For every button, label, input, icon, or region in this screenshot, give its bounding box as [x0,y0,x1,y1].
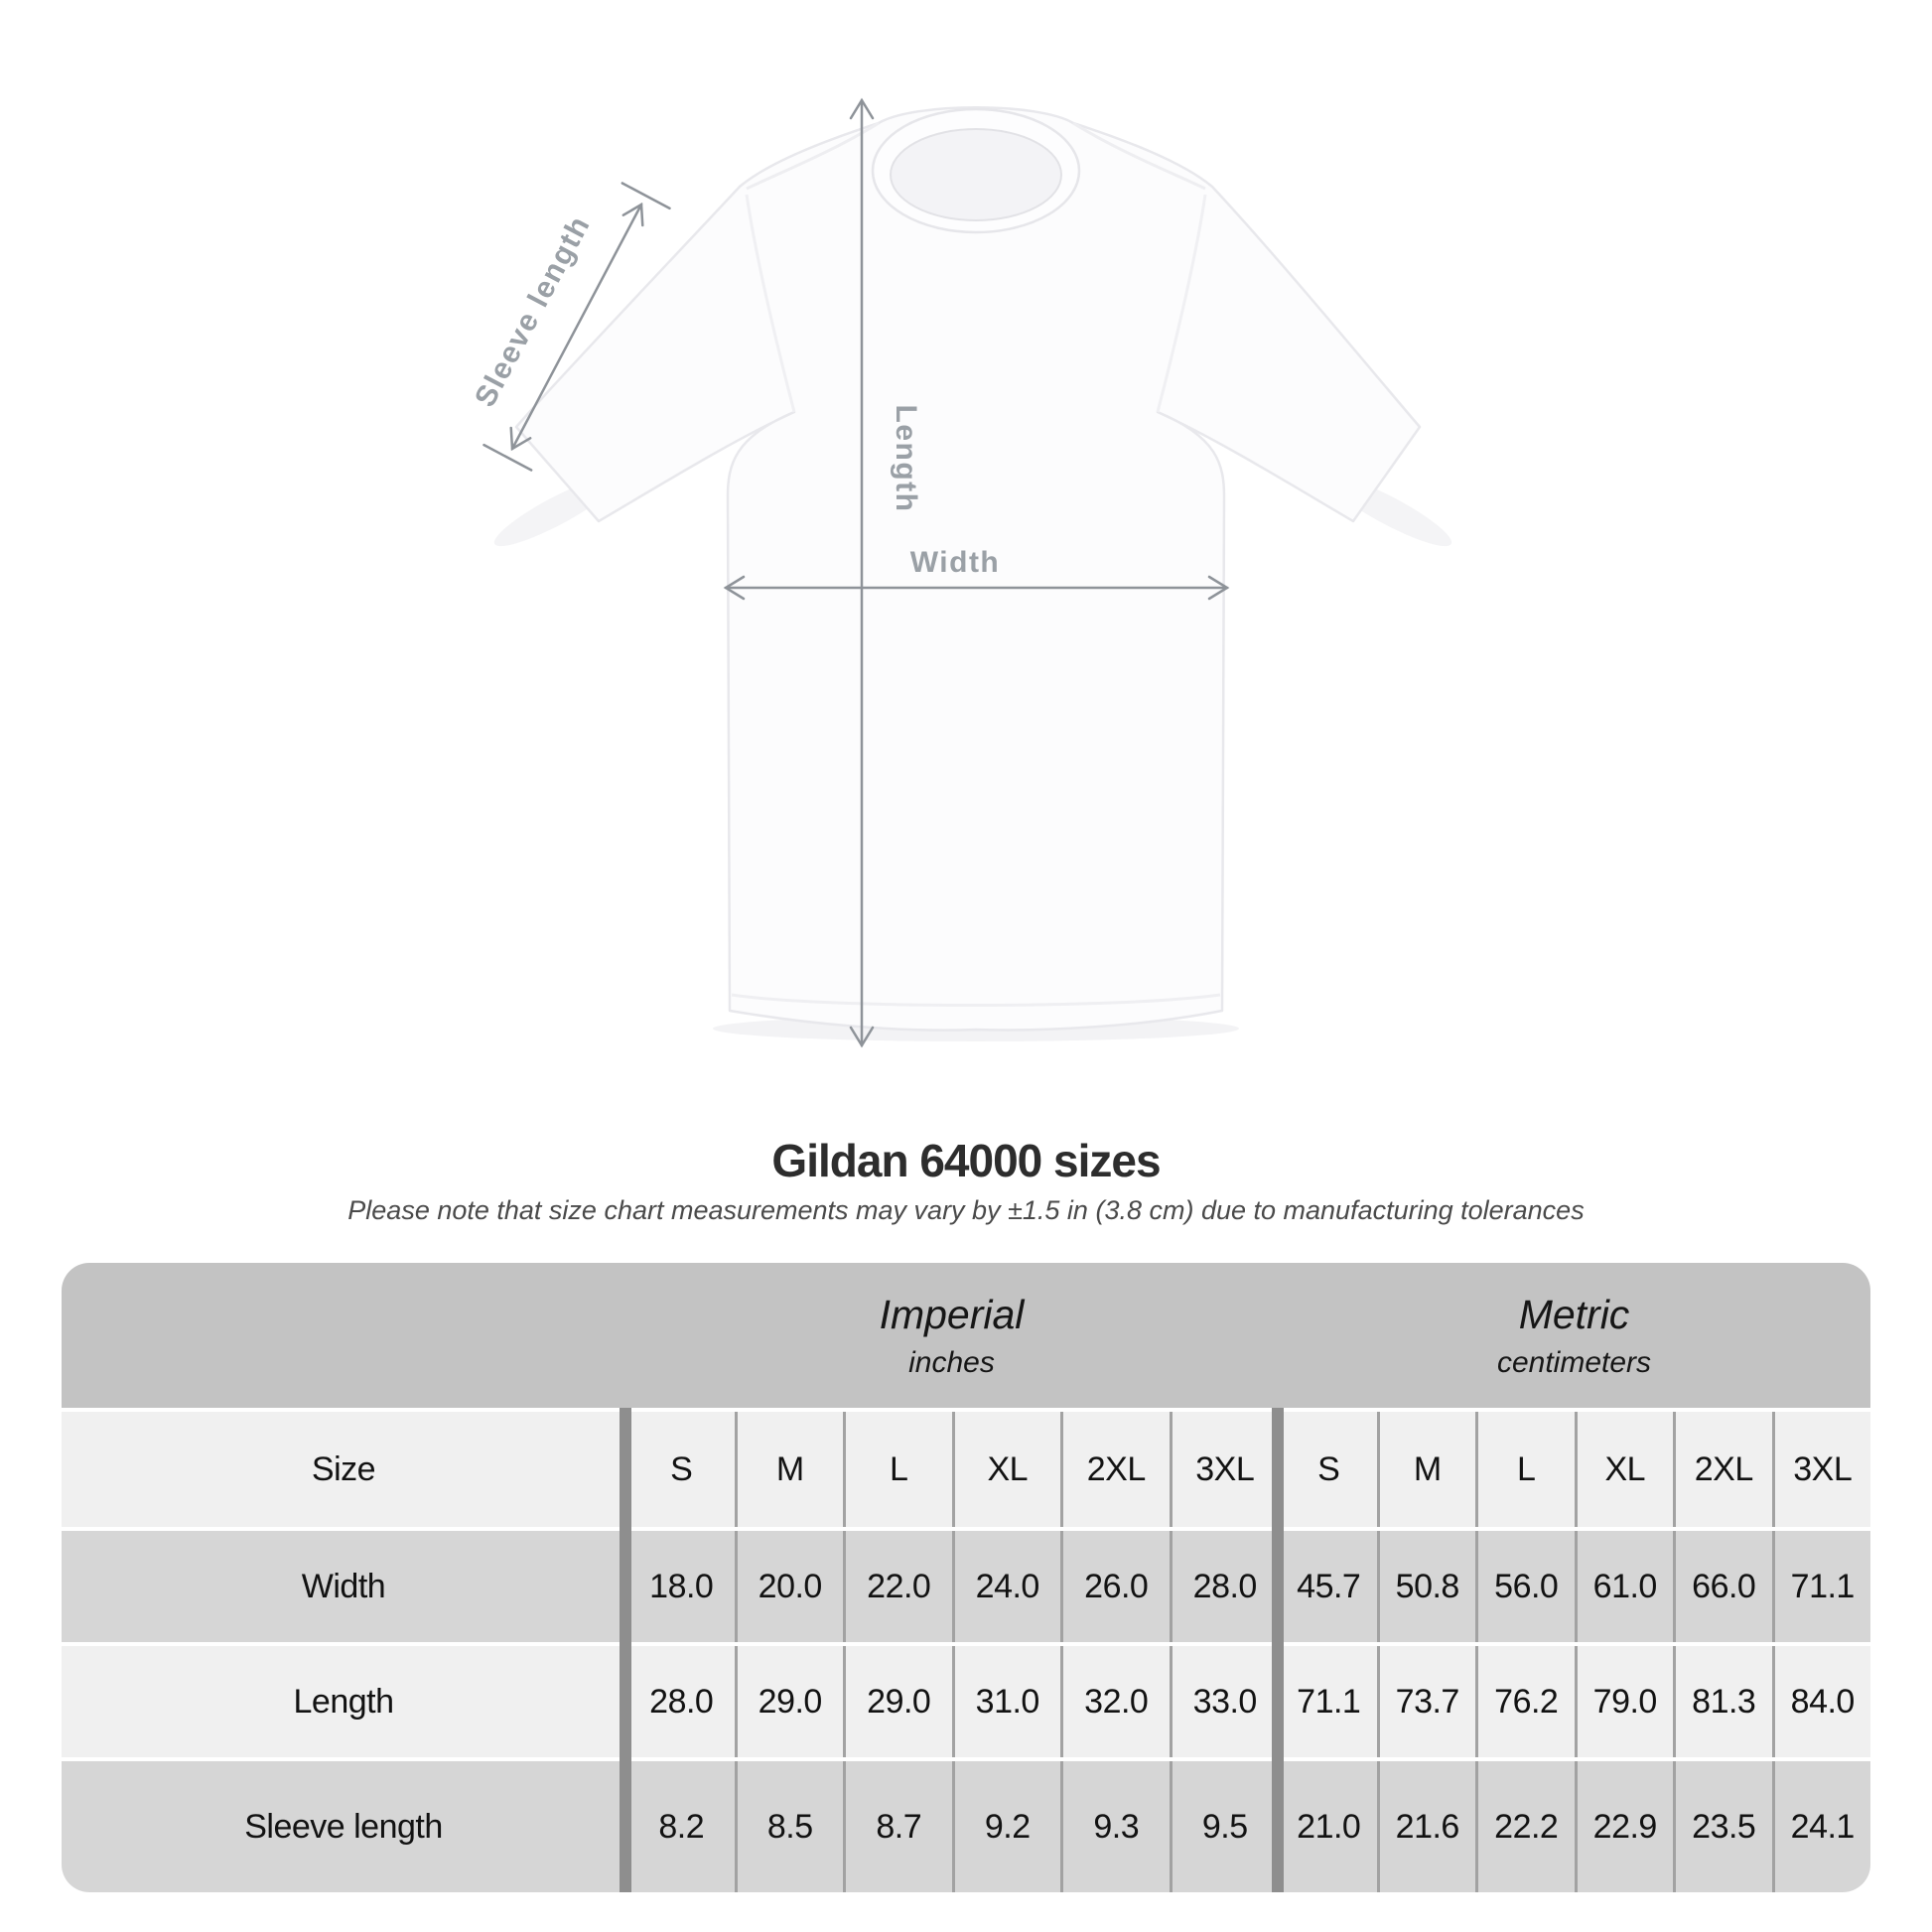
metric-unit: centimeters [1496,1345,1652,1379]
imperial-title: Imperial [879,1291,1025,1337]
imperial-value-cell: 29.0 [735,1646,844,1757]
metric-value-cell: 23.5 [1673,1761,1772,1892]
row-label: Length [293,1682,394,1721]
size-chart-table [62,1263,1870,1892]
imperial-value-cell: 8.7 [843,1761,952,1892]
size-header-cell: L [1475,1412,1575,1527]
imperial-value-cell: 29.0 [843,1646,952,1757]
metric-value-cell: 84.0 [1772,1646,1871,1757]
imperial-value-cell: 8.2 [625,1761,735,1892]
imperial-value-cell: 32.0 [1060,1646,1170,1757]
imperial-value-cell: 28.0 [1170,1531,1279,1642]
metric-value-cell: 45.7 [1278,1531,1377,1642]
size-header-cell: 3XL [1170,1412,1279,1527]
size-header-cell: L [843,1412,952,1527]
divider-size-column [620,1408,631,1892]
metric-value-cell: 22.9 [1575,1761,1674,1892]
metric-value-cell: 21.6 [1377,1761,1476,1892]
metric-value-cell: 56.0 [1475,1531,1575,1642]
metric-value-cell: 22.2 [1475,1761,1575,1892]
imperial-value-cell: 9.3 [1060,1761,1170,1892]
table-group-header [62,1263,1870,1408]
size-header-cell: M [735,1412,844,1527]
imperial-value-cell: 9.5 [1170,1761,1279,1892]
metric-value-cell: 50.8 [1377,1531,1476,1642]
metric-value-cell: 21.0 [1278,1761,1377,1892]
size-header-cell: 2XL [1673,1412,1772,1527]
table-row-length [62,1646,1870,1757]
tolerance-note: Please note that size chart measurements may vary by ±1.5 in (3.8 cm) due to manufacturing tolerances [347,1195,1585,1225]
imperial-unit: inches [908,1345,995,1379]
size-header-cell: S [625,1412,735,1527]
imperial-value-cell: 8.5 [735,1761,844,1892]
group-header-spacer [62,1263,625,1408]
imperial-value-cell: 31.0 [952,1646,1061,1757]
divider-imperial-metric [1272,1408,1284,1892]
metric-value-cell: 66.0 [1673,1531,1772,1642]
imperial-value-cell: 28.0 [625,1646,735,1757]
row-label: Sleeve length [244,1807,443,1846]
sleeve-length-label: Sleeve length [469,209,598,413]
row-label: Width [301,1567,386,1605]
imperial-value-cell: 24.0 [952,1531,1061,1642]
sleeve-cap-bottom [483,445,531,470]
metric-value-cell: 73.7 [1377,1646,1476,1757]
table-row-sleeve-length [62,1761,1870,1892]
metric-value-cell: 71.1 [1278,1646,1377,1757]
metric-value-cell: 79.0 [1575,1646,1674,1757]
imperial-value-cell: 33.0 [1170,1646,1279,1757]
table-row-width [62,1531,1870,1642]
collar-opening [891,129,1061,220]
size-header-cell: 2XL [1060,1412,1170,1527]
sleeve-cap-top [622,183,670,207]
metric-value-cell: 76.2 [1475,1646,1575,1757]
size-header-cell: XL [1575,1412,1674,1527]
length-label: Length [890,404,922,513]
imperial-value-cell: 26.0 [1060,1531,1170,1642]
metric-value-cell: 81.3 [1673,1646,1772,1757]
size-header-cell: 3XL [1772,1412,1871,1527]
size-header-cell: XL [952,1412,1061,1527]
imperial-value-cell: 9.2 [952,1761,1061,1892]
metric-value-cell: 61.0 [1575,1531,1674,1642]
row-label: Size [311,1449,376,1488]
imperial-value-cell: 18.0 [625,1531,735,1642]
metric-title: Metric [1518,1291,1630,1337]
imperial-value-cell: 22.0 [843,1531,952,1642]
metric-value-cell: 71.1 [1772,1531,1871,1642]
metric-value-cell: 24.1 [1772,1761,1871,1892]
group-header-metric [1278,1263,1870,1408]
imperial-value-cell: 20.0 [735,1531,844,1642]
width-label: Width [909,546,1001,579]
group-header-imperial [625,1263,1278,1408]
page-title: Gildan 64000 sizes [771,1135,1161,1186]
table-row-size [62,1412,1870,1527]
size-header-cell: S [1278,1412,1377,1527]
size-header-cell: M [1377,1412,1476,1527]
